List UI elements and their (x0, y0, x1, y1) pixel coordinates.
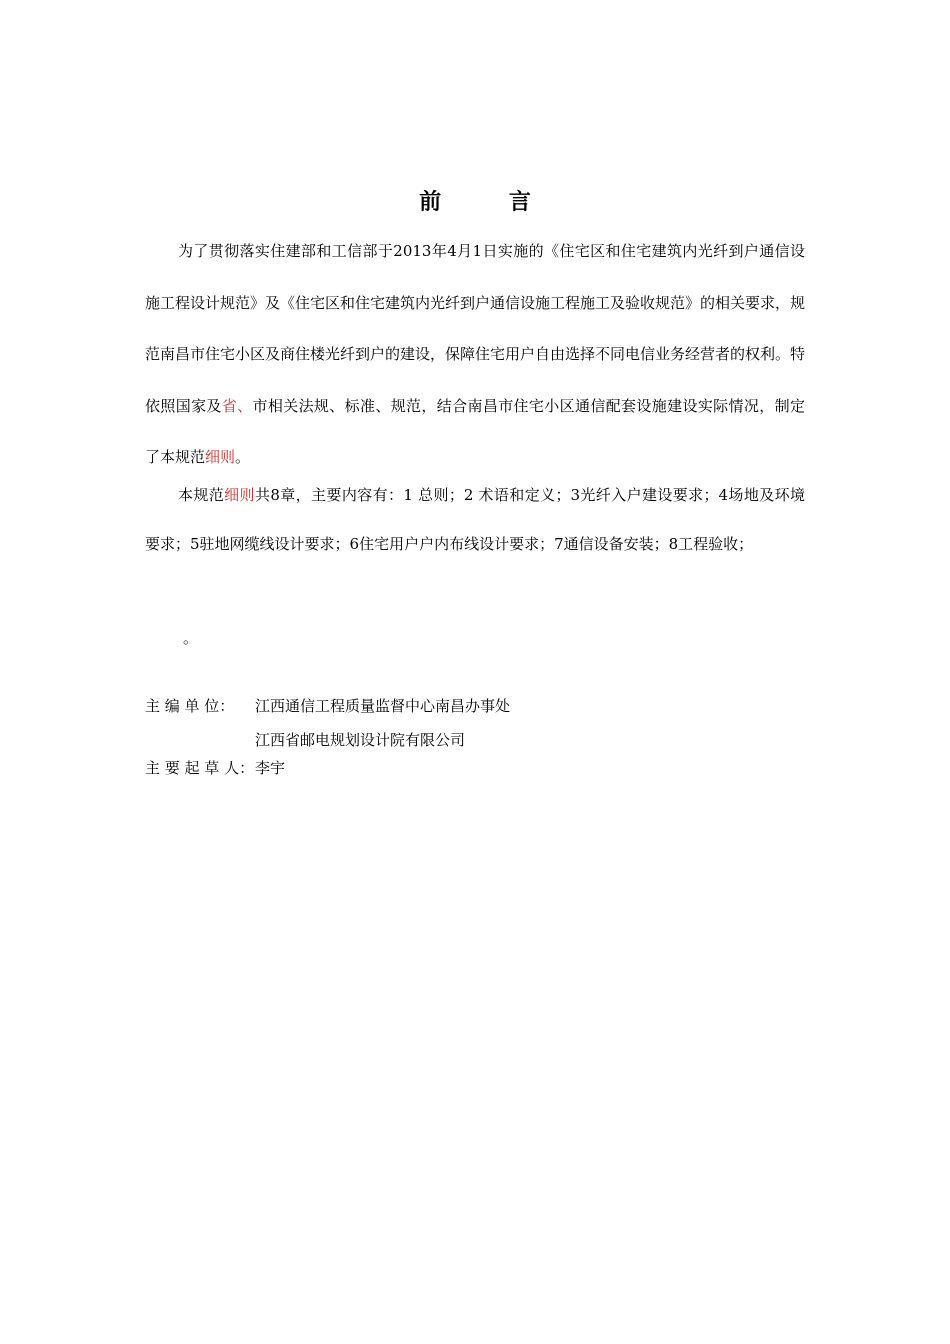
highlighted-text: 省、 (221, 396, 253, 415)
highlighted-text: 细则 (224, 486, 255, 504)
editor-label: 主 编 单 位： (145, 697, 235, 715)
drafter-label: 主 要 起 草 人： (145, 759, 255, 777)
highlighted-text: 细则 (205, 448, 236, 466)
preface-text: 为了贯彻落实住建部和工信部于2013年4月1日实施的《住宅区和住宅建筑内光纤到户通信设施工程设计规范》及《住宅区和住宅建筑内光纤到户通信设施工程施工及验收规范》的相关要求，规范南昌市住宅小区及商住楼光纤到户的建设，保障住宅用户自由选择不同电信业务经营者的权利。特依照国家及 (145, 242, 806, 415)
preface-text: 市相关法规、标准、规范，结合南昌市住宅小区通信配套设施建设实际情况，制定了本规范 (145, 396, 805, 466)
editor-row (145, 694, 510, 718)
stray-period: 。 (183, 629, 199, 647)
drafter-row (145, 756, 510, 780)
preface-text: 。 (235, 448, 251, 466)
drafter-value: 李宇 (255, 759, 286, 777)
editor-value: 江西通信工程质量监督中心南昌办事处 (255, 697, 511, 715)
preface-paragraph-1 (145, 226, 805, 484)
page-title: 前 言 (419, 189, 561, 215)
preface-text: 本规范 (178, 486, 225, 504)
editor-value: 江西省邮电规划设计院有限公司 (255, 731, 466, 749)
editor-row-2 (145, 728, 510, 752)
preface-paragraph-2 (145, 471, 805, 569)
preface-text: 共8章，主要内容有：1 总则；2 术语和定义；3光纤入户建设要求；4场地及环境要求；5驻地网缆线设计要求；6住宅用户户内布线设计要求；7通信设备安装；8工程验收； (145, 486, 805, 553)
credits-block (145, 694, 510, 790)
